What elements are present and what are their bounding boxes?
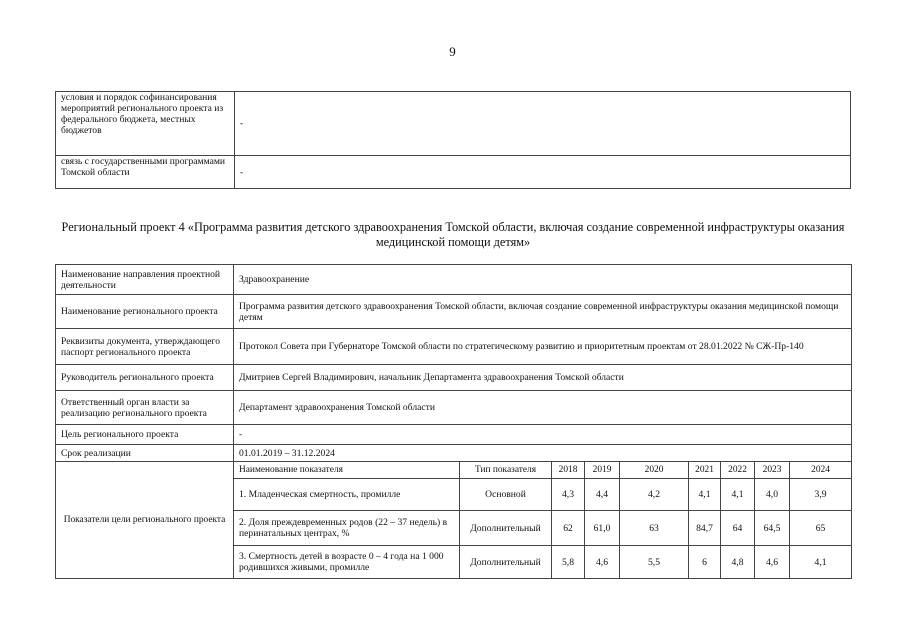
project-title: Региональный проект 4 «Программа развития детского здравоохранения Томской области, включая создание современной инфраструктуры оказания медицинской помощи детям»	[61, 220, 845, 249]
indicator-value: 62	[552, 511, 585, 546]
indicator-value: 4,6	[585, 546, 620, 579]
year-header: 2020	[620, 462, 689, 479]
row-label: Реквизиты документа, утверждающего паспорт регионального проекта	[56, 329, 234, 365]
indicator-value: 3,9	[790, 479, 852, 511]
row-label: Цель регионального проекта	[56, 425, 234, 445]
indicator-value: 4,1	[689, 479, 721, 511]
table-row	[56, 156, 851, 189]
indicator-value: 63	[620, 511, 689, 546]
indicator-value: 4,8	[721, 546, 755, 579]
indicator-value: 5,5	[620, 546, 689, 579]
table-row	[56, 265, 852, 295]
conditions-table	[55, 91, 851, 189]
year-header: 2021	[689, 462, 721, 479]
row-value: -	[234, 425, 852, 445]
indicator-name: 2. Доля преждевременных родов (22 – 37 недель) в перинатальных центрах, %	[234, 511, 460, 546]
indicator-type: Дополнительный	[460, 511, 552, 546]
indicator-header-type: Тип показателя	[460, 462, 552, 479]
row-label: Срок реализации	[56, 445, 234, 462]
row-label: Ответственный орган власти за реализацию регионального проекта	[56, 391, 234, 425]
table-row	[56, 391, 852, 425]
indicator-value: 64,5	[755, 511, 790, 546]
indicator-type: Основной	[460, 479, 552, 511]
table-row	[56, 295, 852, 329]
indicator-name: 1. Младенческая смертность, промилле	[234, 479, 460, 511]
table-row	[56, 425, 852, 445]
year-header: 2023	[755, 462, 790, 479]
indicators-label: Показатели цели регионального проекта	[56, 462, 234, 579]
indicator-value: 65	[790, 511, 852, 546]
year-header: 2022	[721, 462, 755, 479]
indicator-header-name: Наименование показателя	[234, 462, 460, 479]
table-row	[56, 365, 852, 391]
row-label: Руководитель регионального проекта	[56, 365, 234, 391]
table-row	[56, 92, 851, 156]
indicator-value: 4,1	[721, 479, 755, 511]
row-value: Программа развития детского здравоохранения Томской области, включая создание современной инфраструктуры оказания медицинской помощи детям	[234, 295, 852, 329]
row-value: Дмитриев Сергей Владимирович, начальник Департамента здравоохранения Томской области	[234, 365, 852, 391]
row-label: условия и порядок софинансирования мероприятий регионального проекта из федерального бюджета, местных бюджетов	[56, 92, 235, 156]
page-number: 9	[449, 44, 456, 59]
indicator-value: 84,7	[689, 511, 721, 546]
project-passport-table	[55, 264, 852, 579]
indicator-value: 4,2	[620, 479, 689, 511]
year-header: 2019	[585, 462, 620, 479]
indicator-value: 6	[689, 546, 721, 579]
year-header: 2018	[552, 462, 585, 479]
indicator-value: 4,4	[585, 479, 620, 511]
indicator-value: 4,1	[790, 546, 852, 579]
row-value: Департамент здравоохранения Томской области	[234, 391, 852, 425]
indicator-value: 61,0	[585, 511, 620, 546]
indicators-header-row	[56, 462, 852, 479]
row-value: Протокол Совета при Губернаторе Томской области по стратегическому развитию и приоритетным проектам от 28.01.2022 № СЖ-Пр-140	[234, 329, 852, 365]
indicator-name: 3. Смертность детей в возрасте 0 – 4 года на 1 000 родившихся живыми, промилле	[234, 546, 460, 579]
row-value: -	[235, 156, 851, 189]
table-row	[56, 445, 852, 462]
row-label: Наименование направления проектной деятельности	[56, 265, 234, 295]
indicator-value: 4,0	[755, 479, 790, 511]
year-header: 2024	[790, 462, 852, 479]
row-label: связь с государственными программами Томской области	[56, 156, 235, 189]
indicator-value: 64	[721, 511, 755, 546]
row-value: 01.01.2019 – 31.12.2024	[234, 445, 852, 462]
row-value: Здравоохранение	[234, 265, 852, 295]
indicator-type: Дополнительный	[460, 546, 552, 579]
indicator-value: 4,3	[552, 479, 585, 511]
table-row	[56, 329, 852, 365]
indicator-value: 5,8	[552, 546, 585, 579]
row-value: -	[235, 92, 851, 156]
row-label: Наименование регионального проекта	[56, 295, 234, 329]
indicator-value: 4,6	[755, 546, 790, 579]
